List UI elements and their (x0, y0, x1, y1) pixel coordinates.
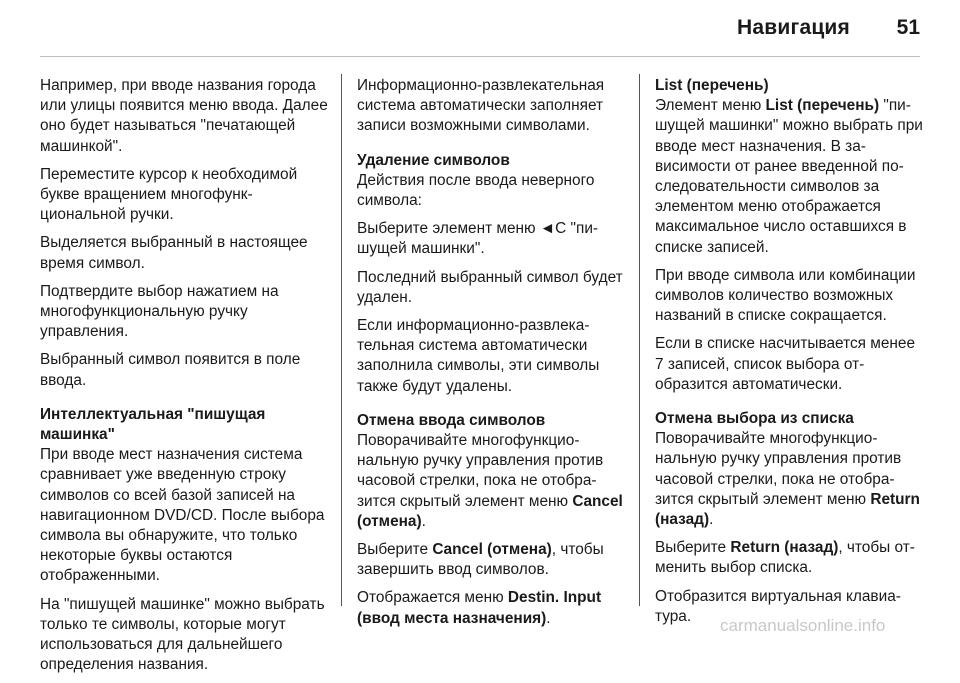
subheading: Отмена ввода символов (357, 411, 546, 429)
paragraph (655, 96, 927, 258)
text-run: Элемент меню (655, 97, 766, 115)
paragraph: При вводе мест назначения система сравнивает уже введенную строку символов со всей базой записей на навигационном DVD/CD. После выбора символа вы обнаружите, что только некоторые буквы остаются отображенными. (40, 446, 325, 585)
text-run: . (546, 609, 551, 627)
paragraph: На "пишущей машинке" можно выбрать только те символы, которые могут использоваться для дальнейшего определения названия. (40, 595, 325, 674)
paragraph (357, 588, 627, 628)
paragraph (357, 219, 627, 259)
text-run: Поворачивайте многофункциональную ручку управления против часовой стрелки, пока не отобразится скрытый элемент меню (655, 430, 902, 508)
page-number: 51 (896, 16, 920, 39)
text-run: "пишущей машинки". (357, 220, 599, 258)
menu-item-reference: Return (назад) (655, 490, 920, 529)
text-run: Выберите элемент меню (357, 220, 540, 238)
paragraph: Информационно-развлекательная система автоматически заполняет записи возможными символами. (357, 77, 605, 135)
column-divider-2 (639, 74, 640, 606)
text-run: Выберите (357, 541, 433, 559)
page-header (0, 0, 960, 56)
watermark: carmanualsonline.info (720, 616, 886, 635)
column-divider-1 (341, 74, 342, 606)
subheading: List (перечень) (655, 77, 769, 94)
section-title: Навигация (737, 16, 850, 39)
paragraph: Последний выбранный символ будет удален. (357, 268, 623, 306)
text-run: Выберите (655, 539, 731, 557)
column-1 (40, 76, 330, 683)
column-2 (357, 76, 627, 637)
delete-char-icon: ◄C (539, 220, 567, 238)
text-run: . (709, 511, 714, 529)
paragraph (357, 540, 627, 580)
paragraph: Например, при вводе названия города или улицы появится меню ввода. Далее оно будет называться "печатающей машинкой". (40, 77, 328, 155)
text-run: . (421, 512, 426, 530)
paragraph: Выделяется выбранный в настоящее время символ. (40, 234, 308, 272)
paragraph: Подтвердите выбор нажатием на многофункциональную ручку управления. (40, 282, 279, 341)
paragraph (655, 429, 927, 530)
paragraph: Если в списке насчитывается менее 7 записей, список выбора отобразится автоматически. (655, 335, 916, 393)
subheading: Отмена выбора из списка (655, 410, 854, 428)
menu-item-reference: List (перечень) (765, 97, 880, 115)
menu-item-reference: Cancel (отмена) (432, 541, 552, 559)
text-run: Поворачивайте многофункциональную ручку управления против часовой стрелки, пока не отобразится скрытый элемент меню (357, 432, 604, 510)
menu-item-reference: Cancel (отмена) (357, 492, 623, 530)
subheading: Интеллектуальная "пишущая машинка" (40, 405, 266, 444)
paragraph: При вводе символа или комбинации символов количество возможных названий в списке сокращается. (655, 266, 916, 325)
text-run: Отображается меню (357, 589, 508, 607)
paragraph: Выбранный символ появится в поле ввода. (40, 351, 301, 389)
paragraph (357, 431, 627, 532)
paragraph: Отобразится виртуальная клавиатура. (655, 587, 901, 625)
menu-item-reference: Return (назад) (730, 539, 839, 557)
column-3 (655, 76, 927, 635)
menu-item-reference: Destin. Input (ввод места назначения) (357, 589, 602, 627)
paragraph (655, 538, 927, 578)
subheading: Удаление символов (357, 151, 510, 169)
text-run: , чтобы отменить выбор списка. (655, 539, 915, 577)
header-divider (40, 56, 920, 57)
paragraph: Если информационно-развлекательная система автоматически заполнила символы, эти символы также будут удалены. (357, 317, 600, 395)
text-run: , чтобы завершить ввод символов. (357, 541, 604, 579)
paragraph: Действия после ввода неверного символа: (357, 171, 595, 210)
text-run: "пишущей машинки" можно выбрать при вводе мест назначения. В зависимости от ранее введенной последовательности символов за элементом меню отображается максимальное число оставшихся в списке записей. (655, 97, 923, 256)
paragraph: Переместите курсор к необходимой букве вращением многофункциональной ручки. (40, 165, 298, 224)
